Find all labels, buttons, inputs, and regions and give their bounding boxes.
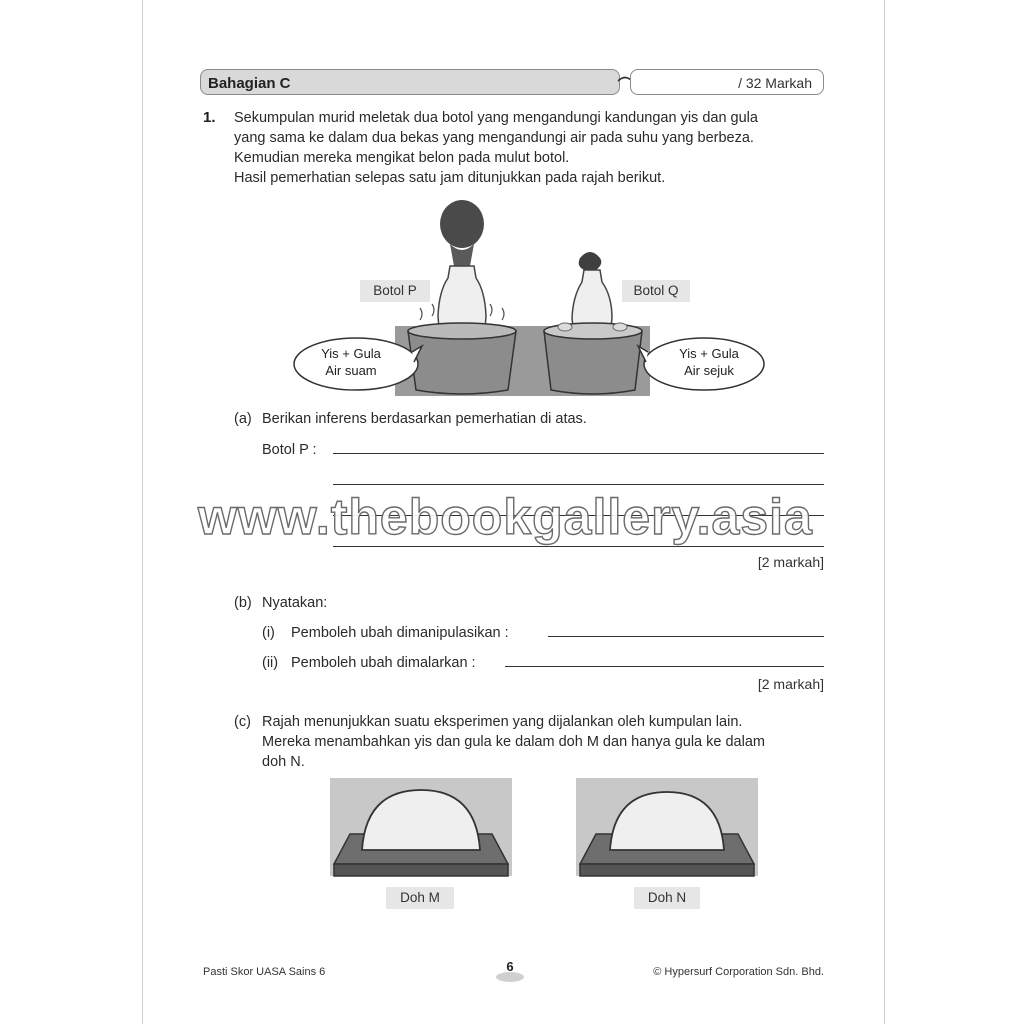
bubble-p-line: Air suam xyxy=(325,363,377,378)
dough-n-figure xyxy=(576,778,758,882)
intro-line: yang sama ke dalam dua bekas yang mengandungi air pada suhu yang berbeza. xyxy=(234,130,754,146)
part-b-text: Nyatakan: xyxy=(262,595,328,611)
dough-n-label: Doh N xyxy=(634,887,700,909)
part-b-ii-label: (ii) xyxy=(262,655,279,671)
bubble-p-text xyxy=(296,345,406,379)
intro-line: Kemudian mereka mengikat belon pada mulut botol. xyxy=(234,150,570,166)
bubble-p-line: Yis + Gula xyxy=(321,346,381,361)
bottle-p-label: Botol P xyxy=(360,280,430,302)
watermark: www.thebookgallery.asia xyxy=(198,489,813,545)
question-number: 1. xyxy=(203,109,216,126)
dough-m-label: Doh M xyxy=(386,887,454,909)
part-c-line: Mereka menambahkan yis dan gula ke dalam doh M dan hanya gula ke dalam xyxy=(262,734,765,750)
bubble-q-text xyxy=(654,345,764,379)
answer-line-manipulated[interactable] xyxy=(548,636,824,637)
footer-copyright: © Hypersurf Corporation Sdn. Bhd. xyxy=(653,966,824,978)
answer-line-q2[interactable] xyxy=(333,546,824,547)
dough-m-figure xyxy=(330,778,512,882)
bottle-p-prompt: Botol P : xyxy=(262,442,317,458)
part-a-text: Berikan inferens berdasarkan pemerhatian di atas. xyxy=(262,411,587,427)
part-b-ii-text: Pemboleh ubah dimalarkan : xyxy=(291,655,476,671)
total-marks: / 32 Markah xyxy=(738,75,812,91)
part-b-label: (b) xyxy=(234,595,252,611)
answer-line-constant[interactable] xyxy=(505,666,824,667)
bubble-q-line: Yis + Gula xyxy=(679,346,739,361)
answer-line-p1[interactable] xyxy=(333,453,824,454)
answer-line-p2[interactable] xyxy=(333,484,824,485)
part-c-label: (c) xyxy=(234,714,251,730)
part-b-marks: [2 markah] xyxy=(757,676,824,692)
question-intro xyxy=(234,108,758,188)
part-c-text xyxy=(262,712,765,772)
part-b-i-text: Pemboleh ubah dimanipulasikan : xyxy=(291,625,509,641)
page-number: 6 xyxy=(506,959,514,974)
section-title: Bahagian C xyxy=(208,75,291,92)
part-b-i-label: (i) xyxy=(262,625,275,641)
footer-book-title: Pasti Skor UASA Sains 6 xyxy=(203,966,326,978)
part-a-marks: [2 markah] xyxy=(757,554,824,570)
bubble-q-line: Air sejuk xyxy=(684,363,734,378)
intro-line: Hasil pemerhatian selepas satu jam ditunjukkan pada rajah berikut. xyxy=(234,170,666,186)
intro-line: Sekumpulan murid meletak dua botol yang mengandungi kandungan yis dan gula xyxy=(234,110,758,126)
bottle-q-label: Botol Q xyxy=(622,280,690,302)
part-c-line: Rajah menunjukkan suatu eksperimen yang dijalankan oleh kumpulan lain. xyxy=(262,714,743,730)
pot-q xyxy=(544,323,642,394)
balloon-p xyxy=(440,200,484,266)
part-c-line: doh N. xyxy=(262,754,305,770)
part-a-label: (a) xyxy=(234,411,252,427)
